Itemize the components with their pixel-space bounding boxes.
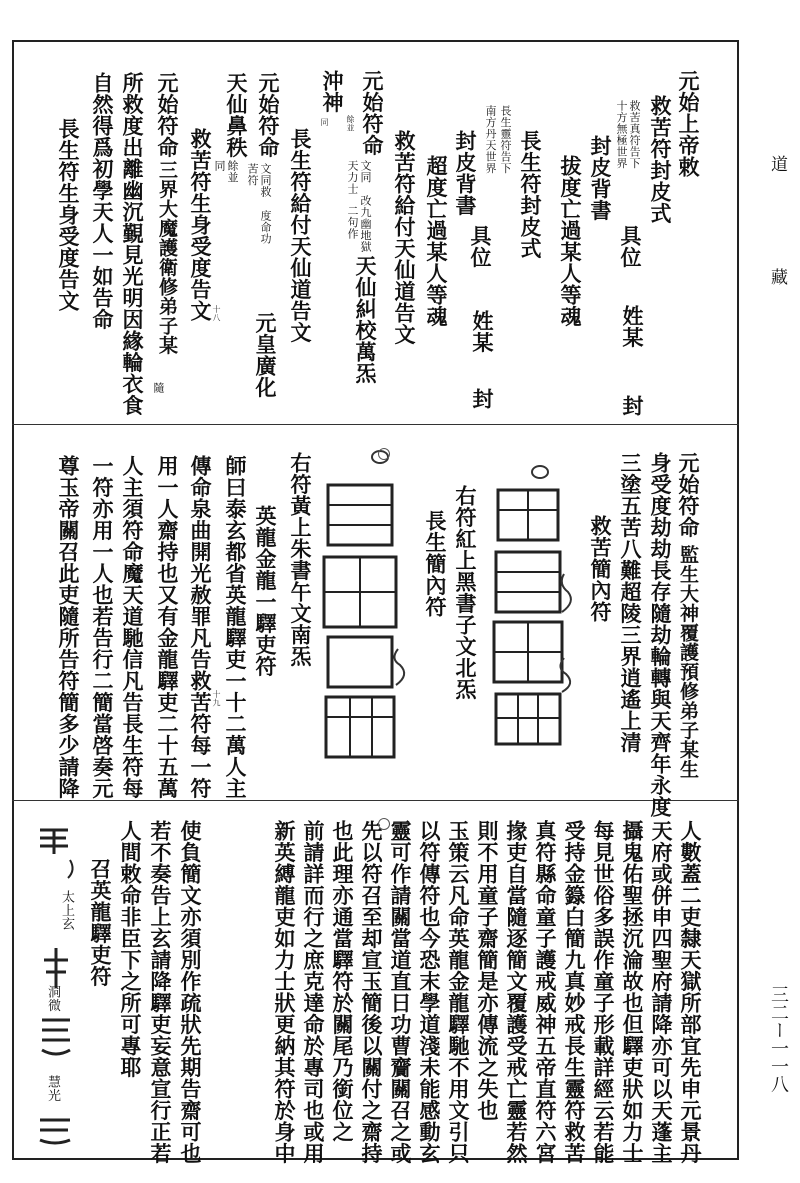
s1-col-3: 救苦真符告下: [628, 100, 641, 169]
s1-col-14d: 元皇廣化: [253, 312, 278, 398]
book-title-dao: 道: [767, 155, 787, 172]
s2-col-4: 救苦簡內符: [588, 515, 613, 623]
s1-col-11d: 二句作: [346, 205, 359, 240]
s1-col-7b: 南方丹天世界: [484, 105, 497, 174]
s3-col-1: 人數蓋二吏隸天獄所部宜先申元景丹: [678, 820, 703, 1164]
s2-col-8: 英龍金龍一驛吏符: [253, 505, 278, 677]
page-reference: 三二ー一一八: [768, 985, 789, 1093]
s2-col-9: 師曰泰玄都省英龍驛吏一十二萬人主: [223, 455, 248, 799]
s1-col-18: 所救度出離幽沉覲見光明因緣輪衣食: [120, 72, 145, 416]
divider-ring-mark: [378, 448, 390, 460]
s3-col-20c: 慧光: [45, 1075, 60, 1102]
s1-col-11c: 改九幽地獄: [359, 195, 372, 253]
s1-col-12b: 餘並: [346, 115, 355, 132]
s3-col-12: 先以符召至却宣玉簡後以關付之齋持: [359, 820, 384, 1164]
s3-col-20a: 太上玄: [59, 890, 74, 931]
s1-col-7e: 封: [470, 388, 495, 410]
s3-col-17: 若不奏告上玄請降驛吏妄意宣行正若: [148, 820, 173, 1164]
s1-col-14b: 苦符: [246, 163, 259, 186]
s2-col-13: 一符亦用一人也若告行二簡當啓奏元: [90, 455, 115, 799]
s3-col-3: 攝鬼佑聖拯沉淪故也但驛吏狀如力士: [620, 820, 645, 1164]
s2-col-1a: 監生大神覆護預修弟子某生: [677, 545, 699, 779]
s2-col-11: 用一人齋持也又有金龍驛吏二十五萬: [155, 455, 180, 799]
s2-seq: 十九: [212, 690, 221, 707]
s2-col-3: 三塗五苦八難超陵三界逍遙上清: [618, 452, 643, 753]
s1-col-15a: 餘並: [226, 160, 239, 183]
s3-col-9: 玉策云凡命英龍金龍驛馳不用文引只: [446, 820, 471, 1164]
s1-col-19: 自然得爲初學天人一如告命: [90, 72, 115, 330]
s1-col-12a: 同: [320, 118, 329, 127]
s1-col-14c: 度命功: [259, 210, 272, 245]
s1-col-15b: 同: [213, 160, 226, 172]
s3-col-10: 以符傳符也今恐末學道淺未能感動玄: [417, 820, 442, 1164]
s1-col-5b: 具位: [618, 225, 643, 268]
s3-col-4: 每見世俗多誤作童子形載詳經云若能: [591, 820, 616, 1164]
s3-col-8: 則不用童子齋簡是亦傳流之失也: [475, 820, 500, 1121]
s2-col-1: 元始符命: [676, 452, 701, 538]
talisman-jiuku-icon: [478, 462, 578, 772]
s3-col-20b: 洞微: [45, 985, 60, 1012]
s2-col-14: 尊玉帝關召此吏隨所告符簡多少請降: [56, 455, 81, 799]
s3-col-15: 新英縛龍吏如力士狀更納其符於身中: [272, 820, 297, 1164]
s1-col-15: 天仙鼻秩: [224, 72, 249, 158]
s3-col-6: 真符縣命童子護戒威神五帝直符六宮: [533, 820, 558, 1164]
s1-col-11: 元始符命: [360, 70, 385, 156]
s1-col-5d: 封: [620, 395, 645, 417]
s1-col-17a: 三界大魔護衛修弟子某: [156, 160, 178, 355]
s2-col-2: 身受度劫劫長存隨劫輪轉與天齊年永度: [648, 452, 673, 818]
s1-col-17b: 隨: [152, 382, 165, 394]
talisman-changsheng-icon: [310, 445, 410, 775]
s1-col-3b: 十方無極世界: [615, 100, 628, 169]
s2-col-6: 長生簡內符: [423, 510, 448, 618]
s1-col-4: 封皮背書: [588, 135, 613, 221]
s1-col-10: 救苦符給付天仙道告文: [392, 130, 417, 345]
s1-col-11e: 天仙糾校萬炁: [353, 255, 378, 384]
s1-col-5: 拔度亡過某人等魂: [558, 155, 583, 327]
s1-col-7c: 具位: [468, 225, 493, 268]
s2-col-5: 右符紅上黑書子文北炁: [453, 485, 478, 700]
s1-col-2: 救苦符封皮式: [648, 95, 673, 224]
divider-ring-mark: [378, 818, 390, 830]
s1-col-8: 封皮背書: [453, 130, 478, 216]
s1-col-14: 元始符命: [256, 72, 281, 158]
s3-col-2: 天府或併申四聖府請降亦可以天蓬主: [649, 820, 674, 1164]
s1-col-6: 長生符封皮式: [518, 130, 543, 259]
s3-col-19: 召英龍驛吏符: [88, 858, 113, 987]
s1-col-5c: 姓某: [620, 305, 645, 348]
s1-col-11a: 文同: [359, 160, 372, 183]
s3-col-5: 受持金籙白簡九真妙戒長生靈符救苦: [562, 820, 587, 1164]
s2-col-10: 傳命泉曲開光赦罪凡告救苦符每一符: [188, 455, 213, 799]
s3-col-14: 前請詳而行之庶克達命於專司也或用: [301, 820, 326, 1164]
s1-col-17: 元始符命: [155, 72, 180, 158]
book-title-zang: 藏: [767, 268, 787, 285]
s1-col-7: 長生靈符告下: [499, 105, 512, 174]
s1-col-11b: 天力士: [346, 160, 359, 195]
s1-col-13: 長生符給付天仙道告文: [288, 128, 313, 343]
s1-col-16: 救苦符生身受度告文: [188, 128, 213, 322]
s2-col-12: 人主須符命魔天道馳信凡告長生符每: [120, 455, 145, 799]
s3-col-18: 人間敕命非臣下之所可專耶: [118, 820, 143, 1078]
s3-col-16: 使負簡文亦須別作疏狀先期告齋可也: [178, 820, 203, 1164]
section-divider-2: [12, 800, 739, 801]
s1-col-1: 元始上帝敕: [676, 70, 701, 178]
s1-col-9: 超度亡過某人等魂: [424, 155, 449, 327]
s1-col-7d: 姓某: [470, 310, 495, 353]
s1-col-14a: 文同救: [259, 163, 272, 198]
s2-col-7: 右符黃上朱書午文南炁: [288, 452, 313, 667]
section-divider-1: [12, 424, 739, 425]
s3-col-7: 掾吏自當隨逐簡文覆護受戒亡靈若然: [504, 820, 529, 1164]
s1-col-20: 長生符生身受度告文: [56, 118, 81, 312]
s1-seq: 十八: [212, 305, 221, 322]
s3-col-13: 也此理亦通當驛符於關尾乃銜位之: [330, 820, 355, 1143]
s3-col-11: 靈可作請關當道直日功曹齎關召之或: [388, 820, 413, 1164]
s1-col-12: 沖神: [320, 70, 345, 113]
